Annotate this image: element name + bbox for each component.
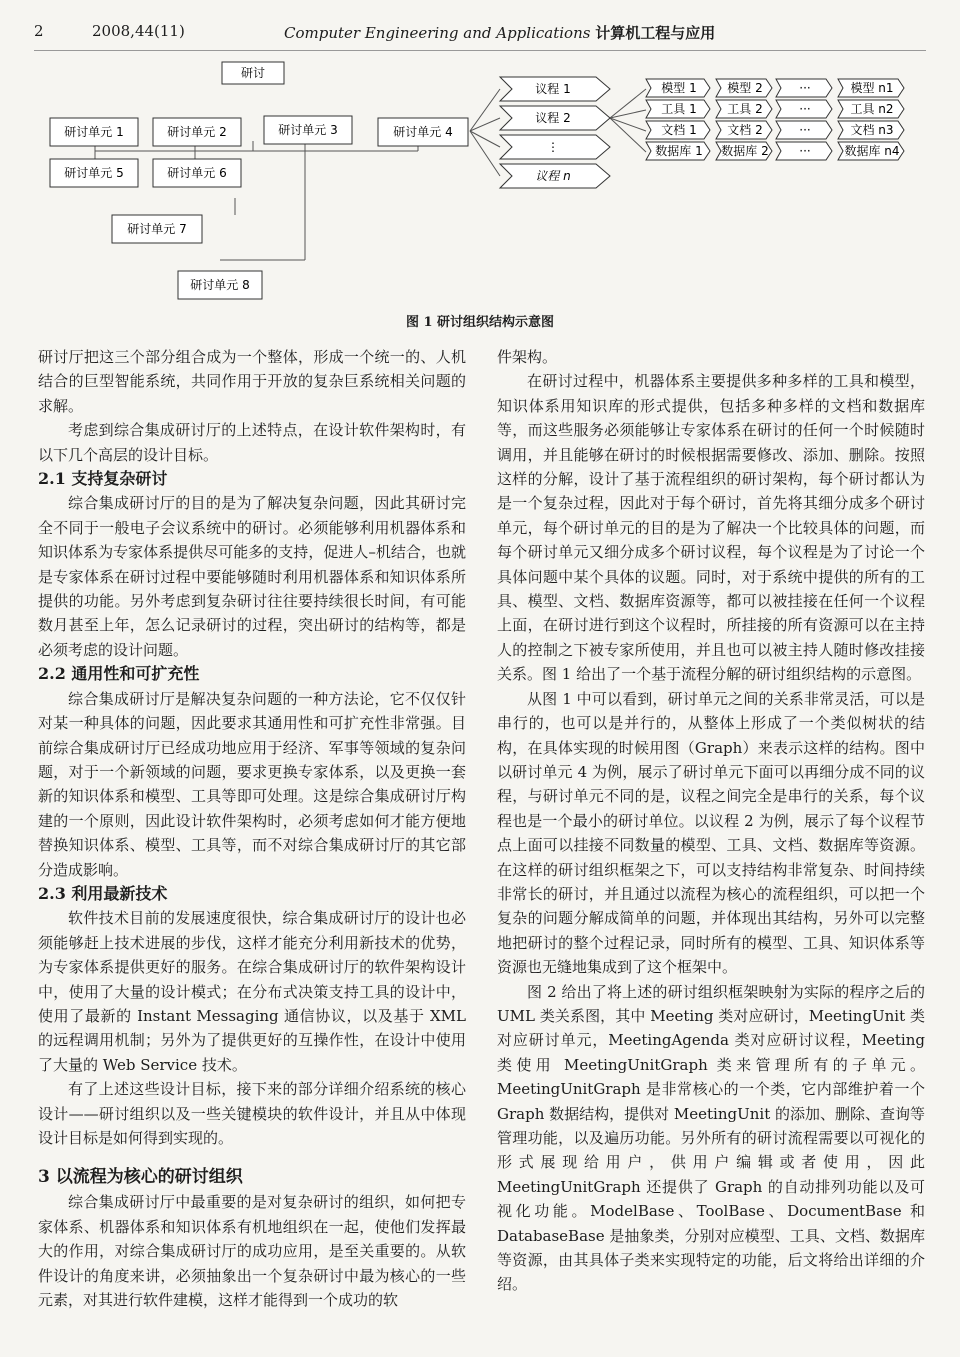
journal-title-en: Computer Engineering and Applications [284,24,591,42]
journal-title-cn: 计算机工程与应用 [595,24,716,42]
resource-cell [716,121,772,139]
resource-cell [646,142,710,160]
resource-cell [838,121,904,139]
agenda-label: 议程 n [535,169,571,183]
unit-label: 研讨单元 7 [127,222,187,236]
paragraph: 综合集成研讨厅的目的是为了解决复杂问题，因此其研讨完全不同于一般电子会议系统中的研讨。必须能够利用机器体系和知识体系为专家体系提供尽可能多的支持，促进人–机结合，也就是专家体系在研讨过程中要能够随时利用机器体系和知识体系所提供的功能。另外考虑到复杂研讨往往要持续很长时间，有可能数月甚至上年，怎么记录研讨的过程，突出研讨的结构等，都是必须考虑的设计问题。 [38,494,466,659]
unit-node-5 [50,159,138,187]
resource-cell [716,79,772,97]
paragraph: 综合集成研讨厅中最重要的是对复杂研讨的组织，如何把专家体系、机器体系和知识体系有机地组织在一起，使他们发挥最大的作用，对综合集成研讨厅的成功应用，是至关重要的。从软件设计的角度来讲，必须抽象出一个复杂研讨中最为核心的一些元素，对其进行软件建模，这样才能得到一个成功的软 [38,1193,466,1310]
resource-cell [776,100,832,118]
agenda-label: 议程 1 [535,82,571,96]
agenda-label: 议程 2 [535,111,571,125]
unit-label: 研讨单元 3 [278,123,338,137]
paragraph: 有了上述这些设计目标，接下来的部分详细介绍系统的核心设计——研讨组织以及一些关键模块的软件设计，并且从中体现设计目标是如何得到实现的。 [38,1080,466,1147]
unit-label: 研讨单元 8 [190,278,250,292]
page-number: 2 [34,22,44,40]
resource-label: 工具 1 [661,102,697,116]
resource-cell [838,142,904,160]
section-heading-2-1: 2.1 支持复杂研讨 [38,469,168,489]
resource-label: 文档 2 [727,123,763,137]
resource-label: 文档 n3 [850,123,894,137]
figure-1-diagram [0,55,960,305]
section-heading-2-2: 2.2 通用性和可扩充性 [38,664,200,684]
page-header [34,22,926,46]
resource-cell [838,100,904,118]
resource-label: 数据库 1 [655,144,703,158]
unit-node-8 [178,271,262,299]
resource-label: 文档 1 [661,123,697,137]
resource-cell [646,121,710,139]
unit-label: 研讨单元 4 [393,125,453,139]
agenda-node-ellipsis [500,135,610,159]
resource-cell [716,100,772,118]
resource-cell [838,79,904,97]
paragraph: 从图 1 中可以看到，研讨单元之间的关系非常灵活，可以是串行的，也可以是并行的，从整体上形成了一个类似树状的结构，在具体实现的时候用图（Graph）来表示这样的结构。图中以研讨单元 4 为例，展示了研讨单元下面可以再细分成不同的议程，与研讨单元不同的是，议程之间完全是串行的关系，每个议程也是一个最小的研讨单位。以议程 2 为例，展示了每个议程节点上面可以挂接不同数量的模型、工具、文档、数据库等资源。在这样的研讨组织框架之下，可以支持结构非常复杂、时间持续非常长的研讨，并且通过以流程为核心的流程组织，可以把一个复杂的问题分解成简单的问题，并体现出其结构，另外可以完整地把研讨的整个过程记录，同时所有的模型、工具、知识体系等资源也无缝地集成到了这个框架中。 [497,689,925,977]
unit-node-4 [378,118,468,146]
agenda-node-1 [500,77,610,101]
section-heading-3: 3 以流程为核心的研讨组织 [38,1167,243,1188]
unit-label: 研讨单元 5 [64,166,124,180]
resource-label: ··· [799,102,811,116]
unit-label: 研讨单元 6 [167,166,227,180]
root-label: 研讨 [240,66,266,80]
resource-grid [646,79,904,160]
agenda-node-n [500,164,610,188]
agenda-node-2 [500,106,610,130]
resource-cell [646,79,710,97]
paragraph: 综合集成研讨厅是解决复杂问题的一种方法论，它不仅仅针对某一种具体的问题，因此要求其通用性和可扩充性非常强。目前综合集成研讨厅已经成功地应用于经济、军事等领域的复杂问题，对于一个新领域的问题，要求更换专家体系，以及更换一套新的知识体系和模型、工具等即可处理。这是综合集成研讨厅构建的一个原则，因此设计软件架构时，必须考虑如何才能方便地替换知识体系、模型、工具等，而不对综合集成研讨厅的其它部分造成影响。 [38,689,466,879]
resource-label: 工具 n2 [850,102,894,116]
paragraph: 考虑到综合集成研讨厅的上述特点，在设计软件架构时，有以下几个高层的设计目标。 [38,421,466,464]
header-rule [34,50,926,51]
paragraph: 件架构。 [497,348,558,366]
journal-title [284,22,715,43]
resource-label: 数据库 n4 [844,144,900,158]
unit-node-7 [112,215,202,243]
resource-label: ··· [799,81,811,95]
root-node [222,62,284,84]
paragraph: 软件技术目前的发展速度很快，综合集成研讨厅的设计也必须能够赶上技术进展的步伐，这样才能充分利用新技术的优势，为专家体系提供更好的服务。在综合集成研讨厅的软件架构设计中，使用了大量的设计模式；在分布式决策支持工具的设计中，使用了最新的 Instant Messaging 通信协议，以及基于 XML 的远程调用机制；另外为了提供更好的互操作性，在设计中使用了大量的 Web Service 技术。 [38,909,466,1074]
resource-cell [776,142,832,160]
resource-cell [646,100,710,118]
resource-cell [716,142,772,160]
paragraph: 在研讨过程中，机器体系主要提供多种多样的工具和模型，知识体系用知识库的形式提供，包括多种多样的文档和数据库等，而这些服务必须能够让专家体系在研讨的任何一个时候随时调用，并且能够在研讨的时候根据需要修改、添加、删除。按照这样的分解，设计了基于流程组织的研讨架构，每个研讨都认为是一个复杂过程，因此对于每个研讨，首先将其细分成多个研讨单元，每个研讨单元的目的是为了解决一个比较具体的问题，而每个研讨单元又细分成多个研讨议程，每个议程是为了讨论一个具体问题中某个具体的议题。同时，对于系统中提供的所有的工具、模型、文档、数据库资源等，都可以被挂接在任何一个议程上面，在研讨进行到这个议程时，所挂接的所有资源可以在主持人的控制之下被专家所使用，并且也可以被主持人随时修改挂接关系。图 1 给出了一个基于流程分解的研讨组织结构的示意图。 [497,372,925,684]
agenda-label: ⋮ [547,140,559,154]
unit-node-3 [264,116,352,144]
unit-node-1 [50,118,138,146]
left-column [38,345,466,1312]
resource-label: ··· [799,144,811,158]
resource-cell [776,121,832,139]
paragraph: 研讨厅把这三个部分组合成为一个整体，形成一个统一的、人机结合的巨型智能系统，共同作用于开放的复杂巨系统相关问题的求解。 [38,348,466,415]
unit-label: 研讨单元 1 [64,125,124,139]
section-heading-2-3: 2.3 利用最新技术 [38,883,168,903]
resource-label: 模型 2 [727,81,763,95]
resource-label: 数据库 2 [721,144,769,158]
resource-label: 模型 1 [661,81,697,95]
volume-issue: 2008,44(11) [92,22,185,40]
resource-label: ··· [799,123,811,137]
right-column [497,345,925,1297]
resource-label: 工具 2 [727,102,763,116]
figure-caption: 图 1 研讨组织结构示意图 [405,315,555,330]
unit-node-6 [153,159,241,187]
resource-label: 模型 n1 [850,81,894,95]
paragraph: 图 2 给出了将上述的研讨组织框架映射为实际的程序之后的 UML 类关系图，其中 Meeting 类对应研讨，MeetingUnit 类对应研讨单元，MeetingAgenda 类对应研讨议程，Meeting 类使用 MeetingUnitGraph 类来管理所有的子单元。MeetingUnitGraph 是非常核心的一个类，它内部维护着一个 Graph 数据结构，提供对 MeetingUnit 的添加、删除、查询等管理功能，以及遍历功能。另外所有的研讨流程需要以可视化的形式展现给用户，供用户编辑或者使用，因此 MeetingUnitGraph 还提供了 Graph 的自动排列功能以及可视化功能。ModelBase、ToolBase、DocumentBase 和 DatabaseBase 是抽象类，分别对应模型、工具、文档、数据库等资源，由其具体子类来实现特定的功能，后文将给出详细的介绍。 [497,982,925,1294]
unit-node-2 [153,118,241,146]
resource-cell [776,79,832,97]
unit-label: 研讨单元 2 [167,125,227,139]
